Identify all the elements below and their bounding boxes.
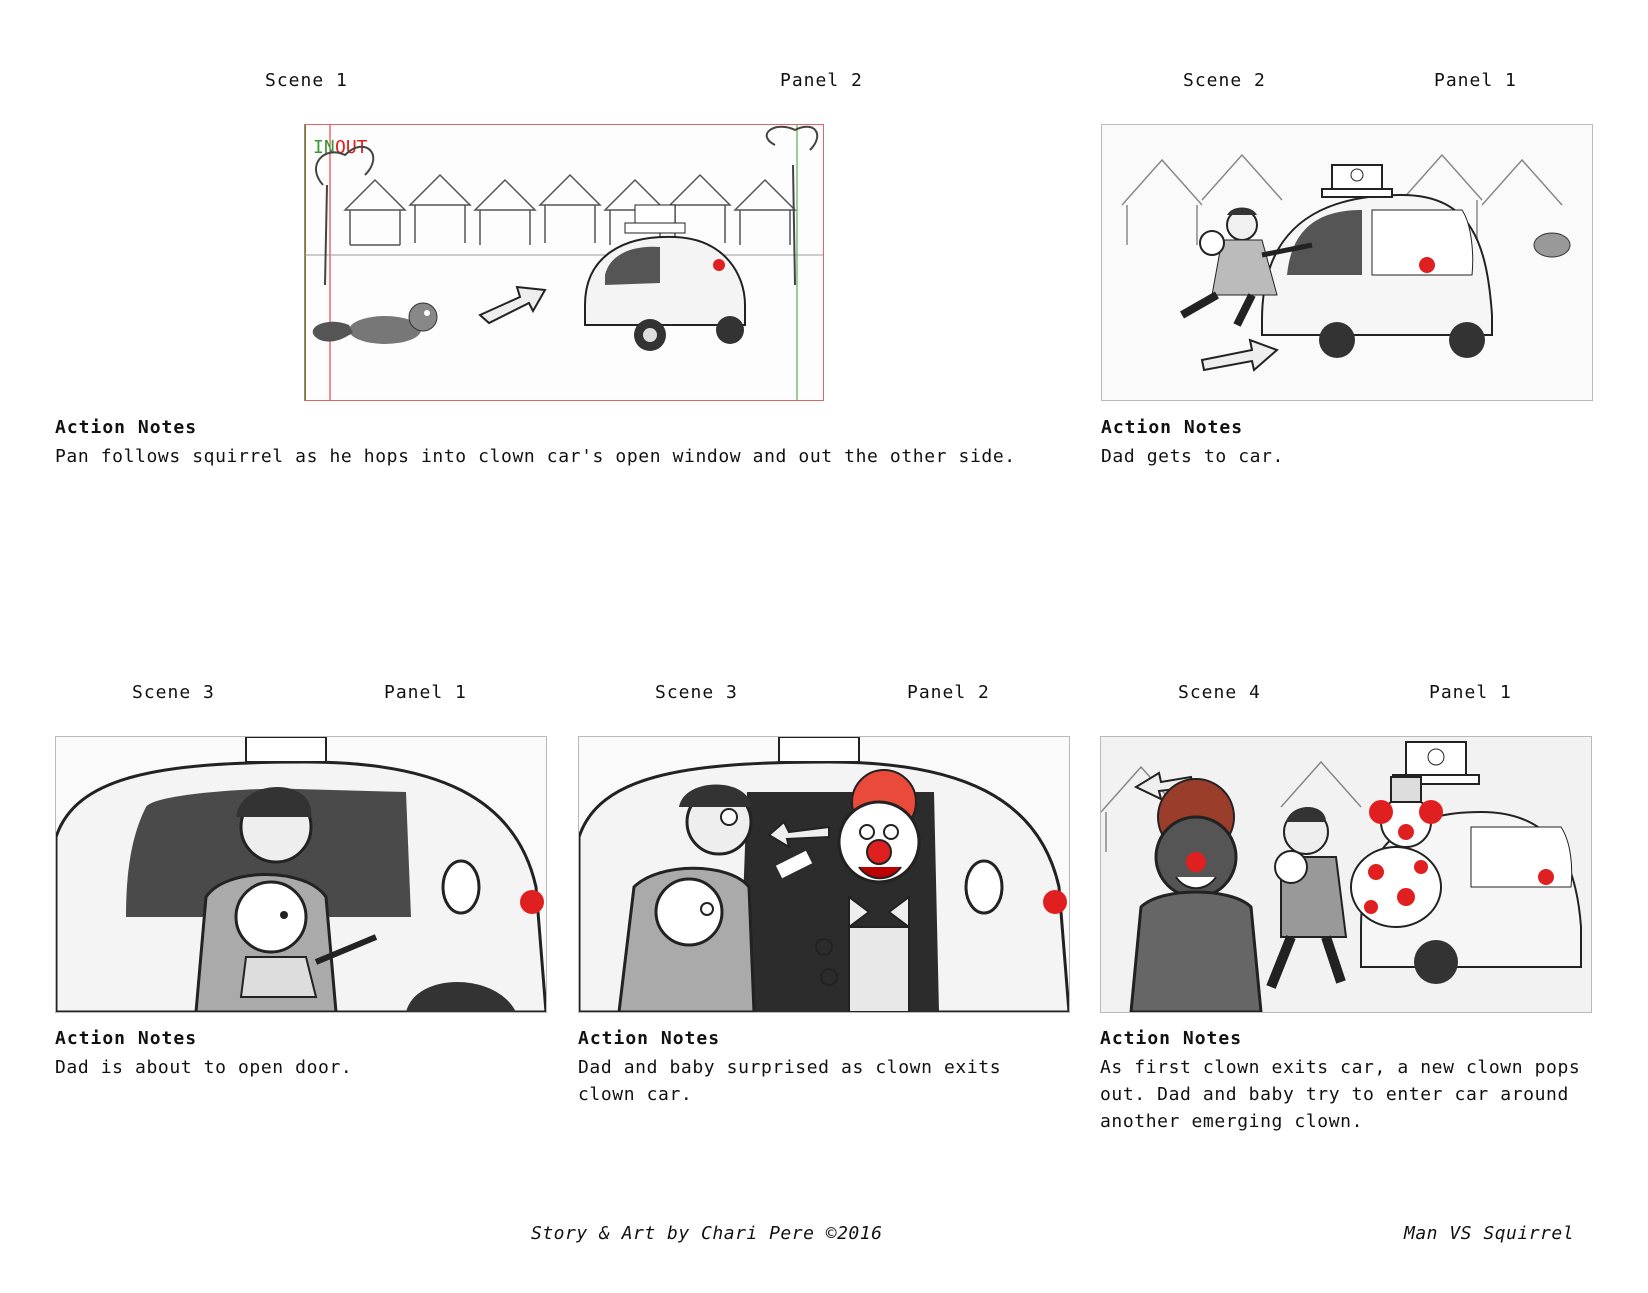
baby-drawing — [1200, 231, 1224, 255]
storyboard-frame-3 — [55, 736, 547, 1013]
notes-text-1: Pan follows squirrel as he hops into clown car's open window and out the other side. — [55, 446, 1016, 467]
new-clown-drawing — [1101, 737, 1591, 1012]
squirrel-drawing — [1534, 233, 1570, 257]
clown-exits-drawing — [579, 737, 1069, 1012]
notes-heading-2: Action Notes — [1101, 417, 1244, 438]
scene-label-5: Scene 4 — [1178, 682, 1261, 703]
panel-label-2: Panel 1 — [1434, 70, 1517, 91]
panel-label-5: Panel 1 — [1429, 682, 1512, 703]
storyboard-frame-4 — [578, 736, 1070, 1013]
scene-label-1: Scene 1 — [265, 70, 348, 91]
footer-credit: Story & Art by Chari Pere ©2016 — [531, 1223, 883, 1244]
notes-text-2: Dad gets to car. — [1101, 446, 1284, 467]
scene-label-2: Scene 2 — [1183, 70, 1266, 91]
baby-drawing — [1275, 851, 1307, 883]
scene-label-3: Scene 3 — [132, 682, 215, 703]
notes-heading-4: Action Notes — [578, 1028, 721, 1049]
storyboard-frame-1 — [304, 124, 824, 401]
notes-text-5: As first clown exits car, a new clown pops out. Dad and baby try to enter car around another emerging clown. — [1100, 1057, 1581, 1132]
notes-heading-1: Action Notes — [55, 417, 198, 438]
panel-label-3: Panel 1 — [384, 682, 467, 703]
out-marker: OUT — [335, 137, 368, 158]
notes-text-4: Dad and baby surprised as clown exits clown car. — [578, 1057, 1002, 1105]
dad-open-door-drawing — [56, 737, 546, 1012]
storyboard-frame-5 — [1100, 736, 1592, 1013]
panel-label-1: Panel 2 — [780, 70, 863, 91]
in-marker: IN — [313, 137, 335, 158]
panel-label-4: Panel 2 — [907, 682, 990, 703]
notes-heading-5: Action Notes — [1100, 1028, 1243, 1049]
baby-drawing — [656, 879, 722, 945]
notes-heading-3: Action Notes — [55, 1028, 198, 1049]
storyboard-frame-2 — [1101, 124, 1593, 401]
dad-to-car-drawing — [1102, 125, 1592, 400]
notes-text-3: Dad is about to open door. — [55, 1057, 353, 1078]
scene-label-4: Scene 3 — [655, 682, 738, 703]
footer-title: Man VS Squirrel — [1404, 1223, 1575, 1244]
fair-scene-drawing — [305, 125, 823, 400]
